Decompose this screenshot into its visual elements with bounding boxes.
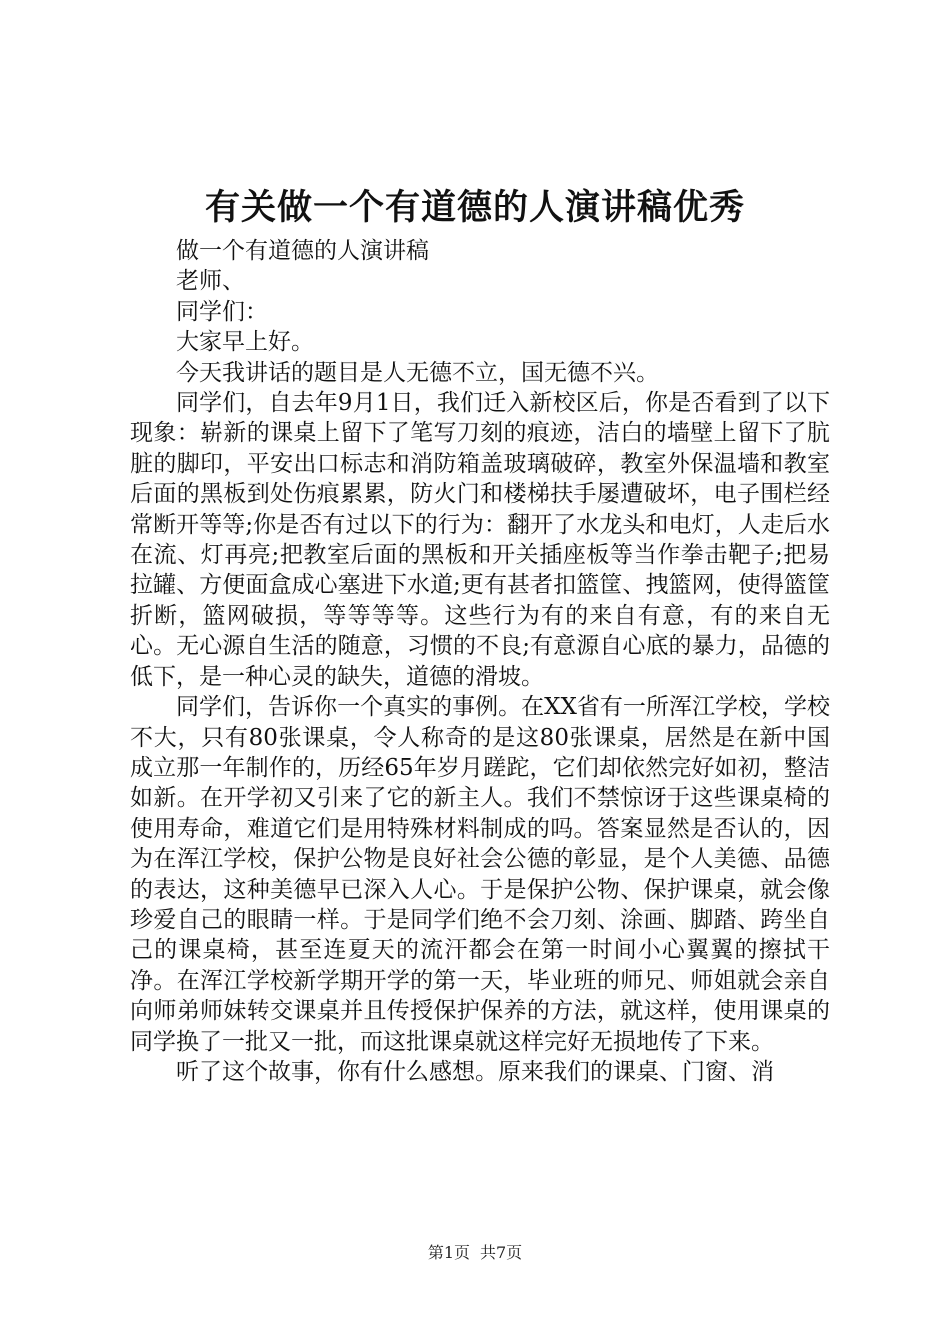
page-total: 共7页 bbox=[480, 1243, 523, 1262]
salutation-students: 同学们： bbox=[176, 298, 268, 325]
document-body bbox=[130, 236, 830, 1087]
page-footer bbox=[0, 1243, 950, 1263]
document-title: 有关做一个有道德的人演讲稿优秀 bbox=[204, 187, 745, 228]
greeting: 大家早上好。 bbox=[176, 329, 314, 356]
salutation-teachers: 老师、 bbox=[176, 268, 245, 295]
speech-heading: 做一个有道德的人演讲稿 bbox=[176, 238, 429, 264]
page-number: 第1页 bbox=[427, 1243, 470, 1262]
body-paragraph: 同学们，告诉你一个真实的事例。在XX省有一所浑江学校，学校不大，只有80张课桌，令人称奇的是这80张课桌，居然是在新中国成立那一年制作的，历经65年岁月蹉跎，它们却依然完好如初，整洁如新。在开学初又引来了它的新主人。我们不禁惊讶于这些课桌椅的使用寿命，难道它们是用特殊材料制成的吗。答案显然是否认的，因为在浑江学校，保护公物是良好社会公德的彰显，是个人美德、品德的表达，这种美德早已深入人心。于是保护公物、保护课桌，就会像珍爱自己的眼睛一样。于是同学们绝不会刀刻、涂画、脚踏、跨坐自己的课桌椅，甚至连夏天的流汗都会在第一时间小心翼翼的擦拭干净。在浑江学校新学期开学的第一天，毕业班的师兄、师姐就会亲自向师弟师妹转交课桌并且传授保护保养的方法，就这样，使用课桌的同学换了一批又一批，而这批课桌就这样完好无损地传了下来。 bbox=[130, 694, 830, 1055]
body-paragraph: 同学们，自去年9月1日，我们迁入新校区后，你是否看到了以下现象：崭新的课桌上留下了笔写刀刻的痕迹，洁白的墙壁上留下了肮脏的脚印，平安出口标志和消防箱盖玻璃破碎，教室外保温墙和教室后面的黑板到处伤痕累累，防火门和楼梯扶手屡遭破坏，电子围栏经常断开等等;你是否有过以下的行为：翻开了水龙头和电灯，人走后水在流、灯再亮;把教室后面的黑板和开关插座板等当作拳击靶子;把易拉罐、方便面盒成心塞进下水道;更有甚者扣篮筐、拽篮网，使得篮筐折断，篮网破损，等等等等。这些行为有的来自有意，有的来自无心。无心源自生活的随意，习惯的不良;有意源自心底的暴力，品德的低下，是一种心灵的缺失，道德的滑坡。 bbox=[130, 390, 830, 690]
topic-paragraph: 今天我讲话的题目是人无德不立，国无德不兴。 bbox=[176, 359, 659, 386]
body-paragraph: 听了这个故事，你有什么感想。原来我们的课桌、门窗、消 bbox=[176, 1058, 774, 1085]
